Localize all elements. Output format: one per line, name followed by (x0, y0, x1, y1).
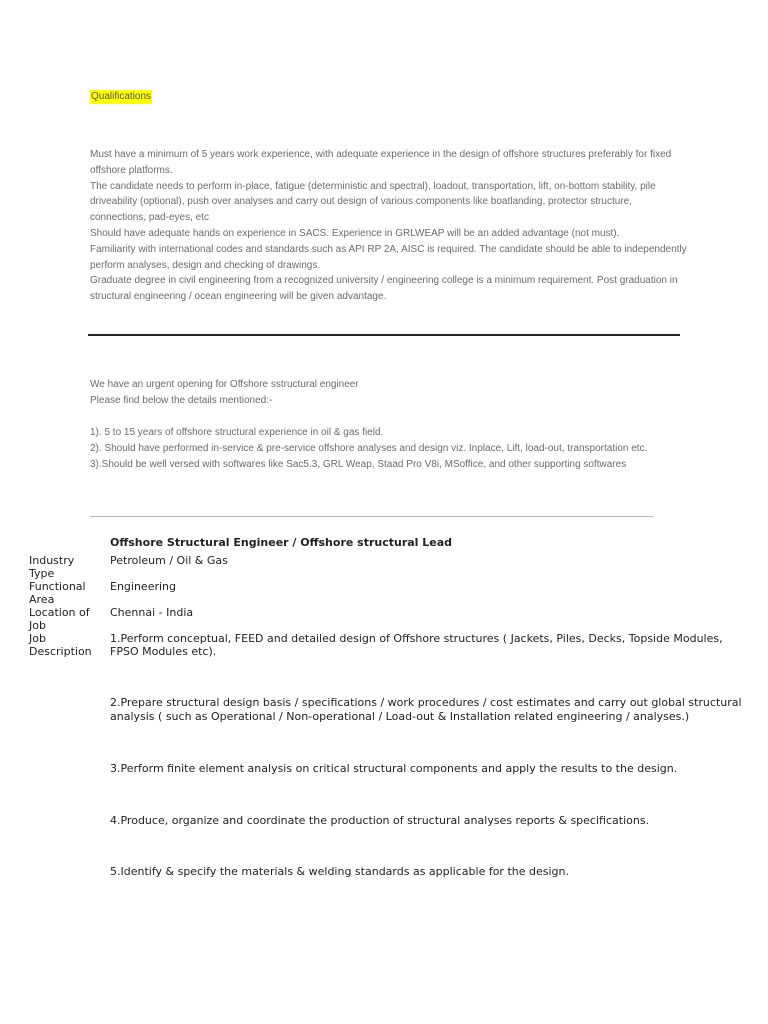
section-divider (88, 334, 680, 336)
duty-item: 4.Produce, organize and coordinate the production of structural analyses reports & specifications. (110, 814, 650, 827)
row-label-job-description: Job Description (29, 632, 92, 658)
row-value-location: Chennai - India (110, 606, 194, 619)
qualifications-body (90, 147, 690, 305)
opening-point: 2). Should have performed in-service & pre-service offshore analyses and design viz. Inplace, Lift, load-out, transportation etc. (90, 443, 648, 454)
opening-point: 3).Should be well versed with softwares like Sac5.3, GRL Weap, Staad Pro V8i, MSoffice, and other supporting softwares (90, 459, 627, 470)
qualification-line: Should have adequate hands on experience in SACS. Experience in GRLWEAP will be an added advantage (not must). (90, 227, 620, 239)
row-value-job-description: 1.Perform conceptual, FEED and detailed design of Offshore structures ( Jackets, Piles, Decks, Topside Modules, FPSO Modules etc). (110, 632, 723, 658)
underscore-divider: ________________________________________________________________________________________________________ (90, 508, 654, 518)
row-value-functional-area: Engineering (110, 580, 176, 593)
duty-item: 3.Perform finite element analysis on critical structural components and apply the results to the design. (110, 762, 678, 775)
duty-item: 5.Identify & specify the materials & welding standards as applicable for the design. (110, 865, 569, 878)
opening-point: 1). 5 to 15 years of offshore structural experience in oil & gas field. (90, 427, 384, 438)
qualification-line: Familiarity with international codes and standards such as API RP 2A, AISC is required. The candidate should be able to independently perform analyses, design and checking of drawings. (90, 243, 687, 271)
qualification-line: Graduate degree in civil engineering from a recognized university / engineering college is a minimum requirement. Post graduation in structural engineering / ocean engineering will be given advantage. (90, 275, 678, 303)
duty-item: 2.Prepare structural design basis / specifications / work procedures / cost estimates and carry out global structural analysis ( such as Operational / Non-operational / Load-out & Installation related engineering / analyses.) (110, 696, 742, 723)
row-value-industry-type: Petroleum / Oil & Gas (110, 554, 228, 567)
row-label-functional-area: Functional Area (29, 580, 86, 606)
opening-intro: We have an urgent opening for Offshore sstructural engineer (90, 379, 359, 390)
qualification-line: Must have a minimum of 5 years work experience, with adequate experience in the design of offshore structures preferably for fixed offshore platforms. (90, 149, 672, 176)
opening-block (90, 377, 710, 473)
row-label-industry-type: Industry Type (29, 554, 75, 580)
qualification-line: The candidate needs to perform in-place, fatigue (deterministic and spectral), loadout, transportation, lift, on-bottom stability, pile driveability (optional), push over analyses and carry out design of various components like boatlanding, protector structure, connections, pad-eyes, etc (90, 180, 656, 224)
job-title: Offshore Structural Engineer / Offshore structural Lead (110, 536, 453, 549)
qualifications-heading: Qualifications (91, 91, 152, 102)
spacer (90, 409, 710, 425)
row-label-location: Location of Job (29, 606, 90, 632)
opening-details: Please find below the details mentioned:- (90, 395, 273, 406)
